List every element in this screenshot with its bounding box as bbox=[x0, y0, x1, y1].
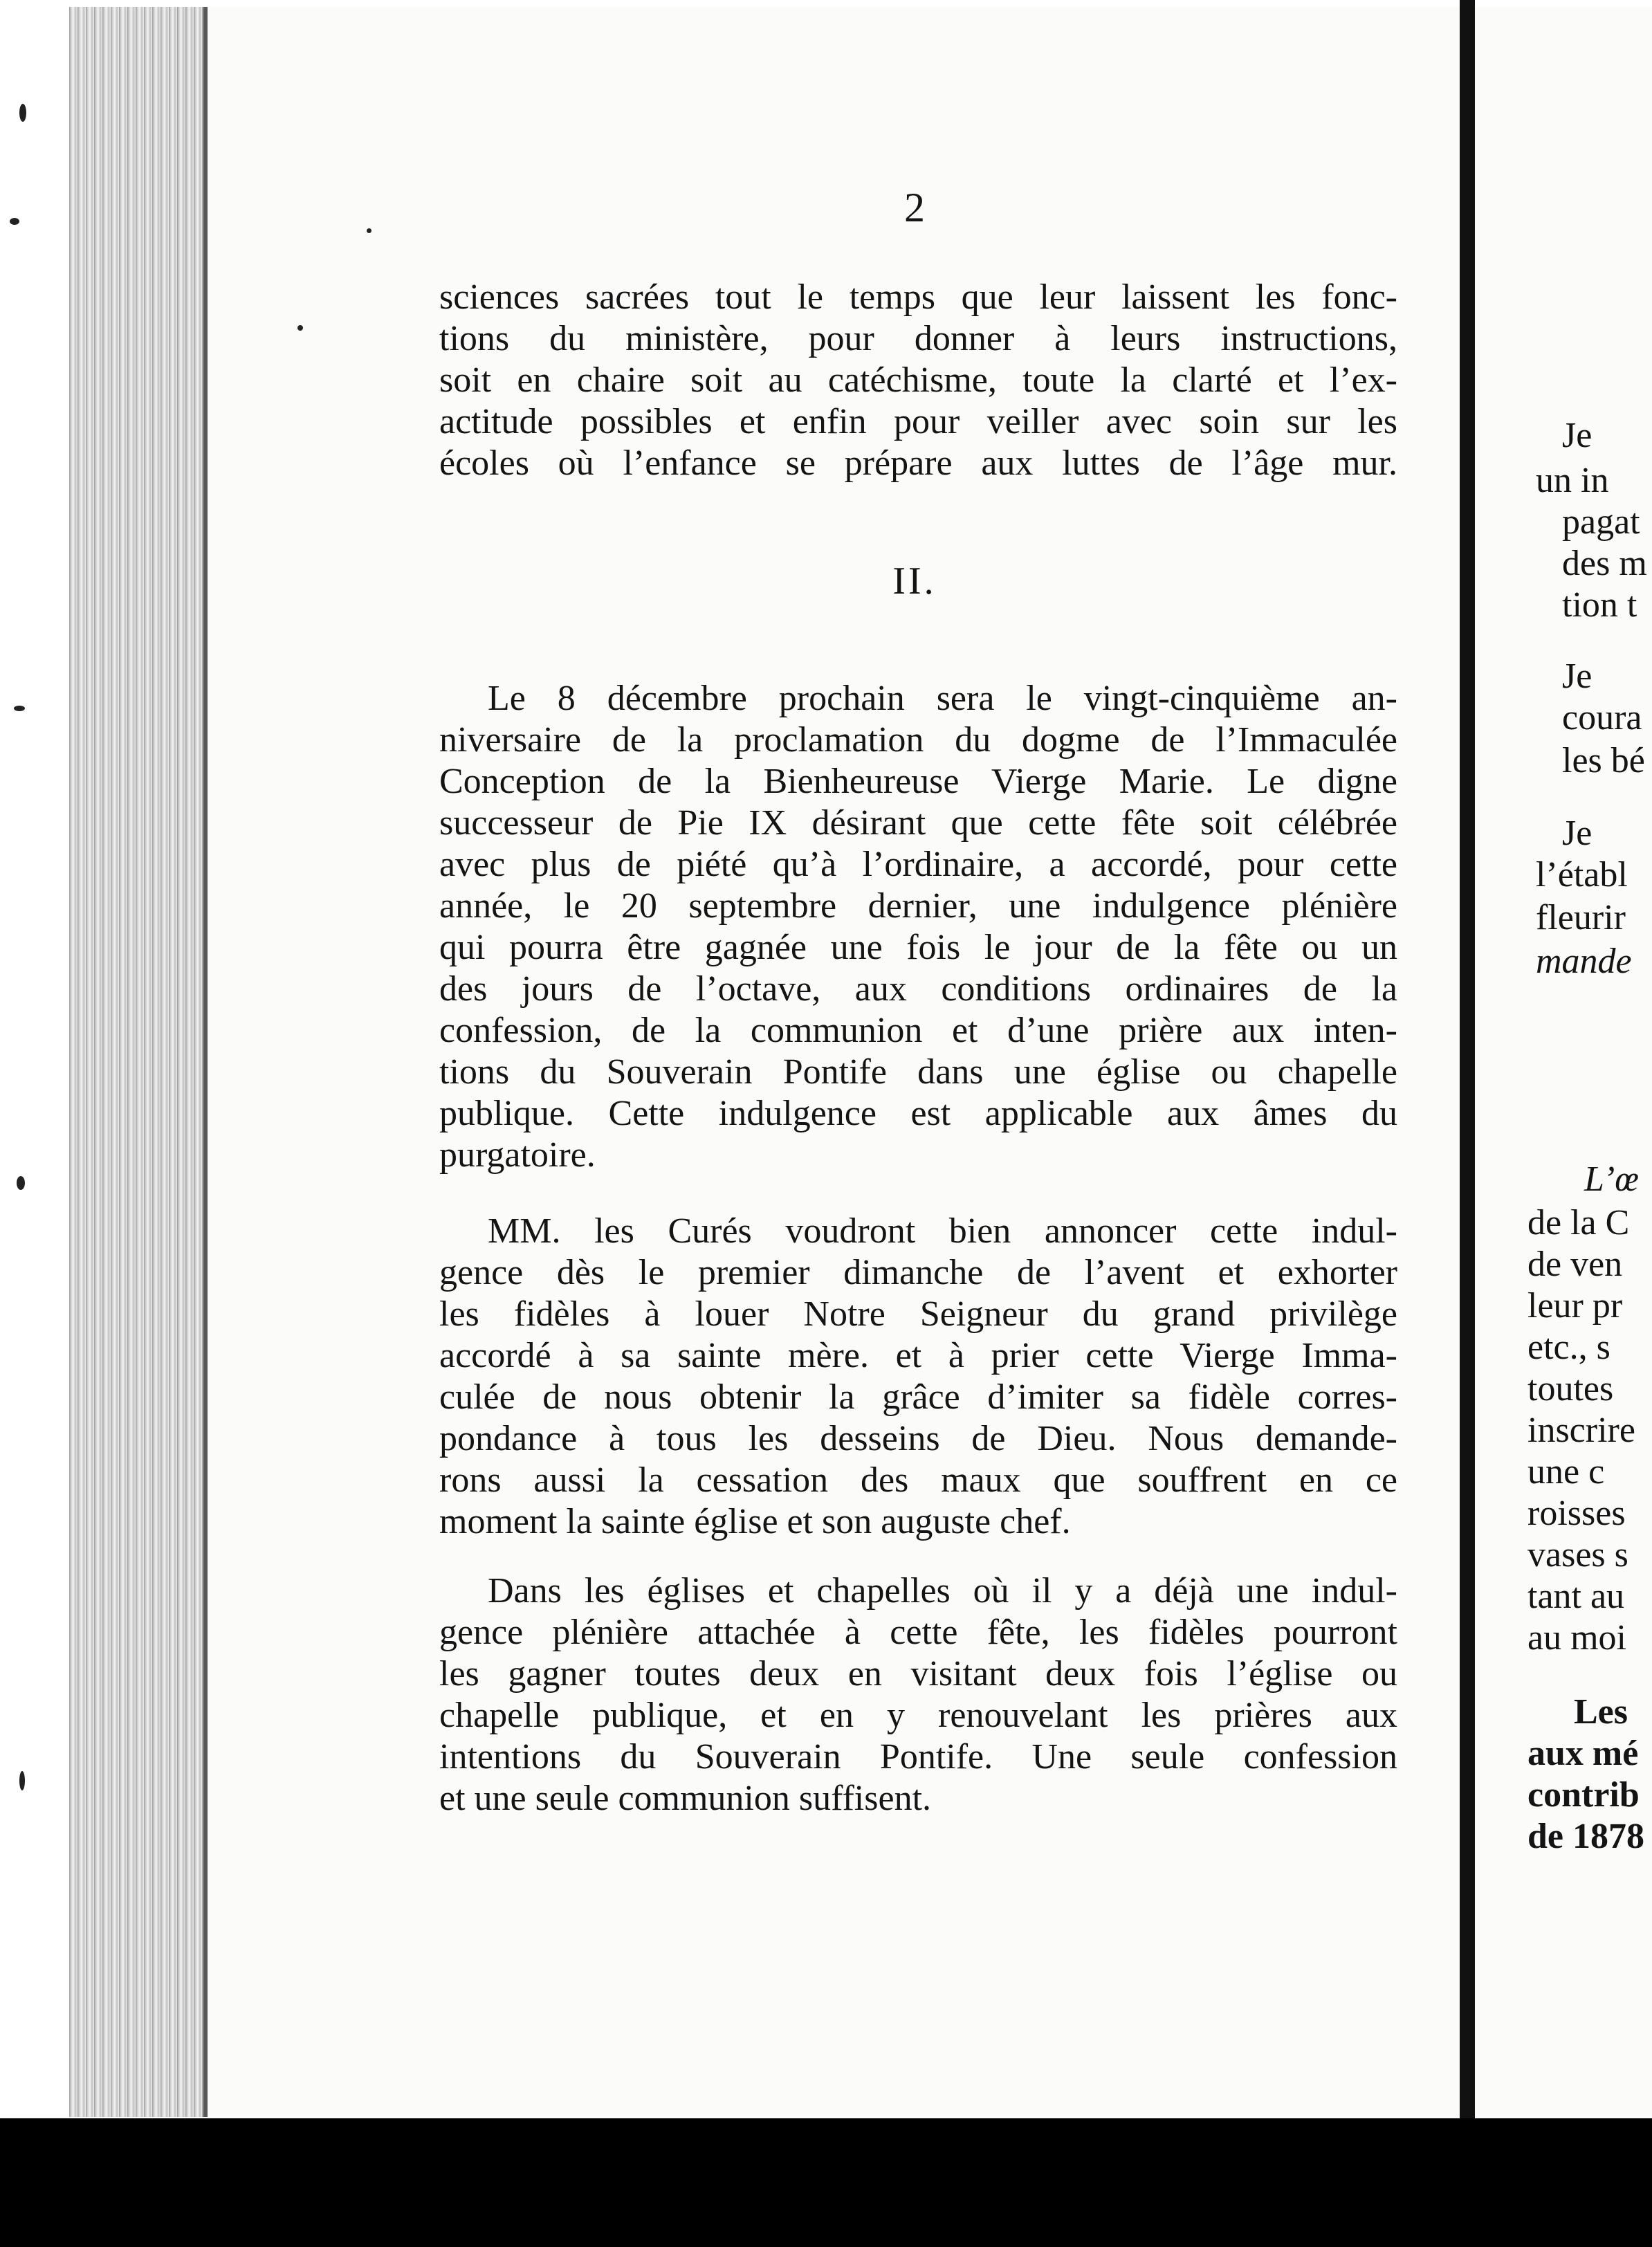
facing-text-line: etc., s bbox=[1527, 1328, 1610, 1367]
text-line: accordé à sa sainte mère. et à prier cette Vierge Imma- bbox=[439, 1336, 1397, 1375]
scan-speck bbox=[19, 104, 26, 122]
text-line: chapelle publique, et en y renouvelant les prières aux bbox=[439, 1696, 1397, 1735]
page-number: 2 bbox=[904, 185, 925, 230]
text-line: gence dès le premier dimanche de l’avent et exhorter bbox=[439, 1253, 1397, 1292]
facing-text-line: une c bbox=[1527, 1452, 1605, 1492]
facing-text-line: de la C bbox=[1527, 1203, 1630, 1242]
facing-text-line: tion t bbox=[1562, 585, 1637, 625]
facing-text-line: coura bbox=[1562, 698, 1642, 737]
facing-text-line: fleurir bbox=[1536, 898, 1626, 937]
text-line: et une seule communion suffisent. bbox=[439, 1779, 932, 1818]
text-line: actitude possibles et enfin pour veiller avec soin sur les bbox=[439, 402, 1397, 441]
text-line: gence plénière attachée à cette fête, les fidèles pourront bbox=[439, 1613, 1397, 1652]
text-line: niversaire de la proclamation du dogme de l’Immaculée bbox=[439, 720, 1397, 760]
text-line: intentions du Souverain Pontife. Une seule confession bbox=[439, 1737, 1397, 1777]
facing-text-line: Je bbox=[1562, 416, 1593, 455]
book-page-edges bbox=[69, 7, 208, 2117]
facing-text-line: Je bbox=[1562, 814, 1593, 853]
scan-speck bbox=[19, 1771, 25, 1790]
text-line: soit en chaire soit au catéchisme, toute la clarté et l’ex- bbox=[439, 360, 1397, 400]
paragraph-immaculate-conception bbox=[439, 678, 1397, 1176]
text-line: purgatoire. bbox=[439, 1135, 596, 1175]
facing-text-line: Les bbox=[1574, 1692, 1628, 1732]
text-line: MM. les Curés voudront bien annoncer cette indul- bbox=[488, 1211, 1397, 1251]
text-line: moment la sainte église et son auguste chef. bbox=[439, 1502, 1071, 1541]
text-line: écoles où l’enfance se prépare aux luttes de l’âge mur. bbox=[439, 443, 1397, 483]
facing-text-line: de ven bbox=[1527, 1245, 1623, 1284]
text-line: Le 8 décembre prochain sera le vingt-cinquième an- bbox=[488, 679, 1397, 718]
text-line: les fidèles à louer Notre Seigneur du grand privilège bbox=[439, 1294, 1397, 1334]
scan-speck bbox=[17, 1176, 25, 1190]
facing-text-line: L’œ bbox=[1584, 1159, 1639, 1199]
scan-bottom-band bbox=[0, 2118, 1652, 2247]
text-line: des jours de l’octave, aux conditions ordinaires de la bbox=[439, 969, 1397, 1009]
scan-speck bbox=[14, 706, 25, 711]
book-gutter bbox=[1460, 0, 1475, 2247]
facing-text-line: au moi bbox=[1527, 1618, 1626, 1658]
text-line: qui pourra être gagnée une fois le jour de la fête ou un bbox=[439, 928, 1397, 967]
section-heading: II. bbox=[892, 560, 937, 603]
text-line: pondance à tous les desseins de Dieu. Nous demande- bbox=[439, 1419, 1397, 1458]
text-line: Conception de la Bienheureuse Vierge Marie. Le digne bbox=[439, 762, 1397, 801]
text-line: tions du ministère, pour donner à leurs instructions, bbox=[439, 319, 1397, 358]
paragraph-churches-chapels bbox=[439, 1570, 1397, 1819]
facing-page bbox=[1475, 7, 1652, 2117]
text-line: successeur de Pie IX désirant que cette fête soit célébrée bbox=[439, 803, 1397, 843]
facing-text-line: inscrire bbox=[1527, 1411, 1635, 1450]
facing-text-line: toutes bbox=[1527, 1369, 1614, 1409]
text-line: Dans les églises et chapelles où il y a déjà une indul- bbox=[488, 1571, 1397, 1611]
text-line: rons aussi la cessation des maux que souffrent en ce bbox=[439, 1460, 1397, 1500]
text-line: publique. Cette indulgence est applicable aux âmes du bbox=[439, 1094, 1397, 1133]
facing-text-line: leur pr bbox=[1527, 1286, 1623, 1326]
scan-speck bbox=[367, 228, 371, 233]
facing-text-line: pagat bbox=[1562, 502, 1640, 542]
text-line: sciences sacrées tout le temps que leur laissent les fonc- bbox=[439, 277, 1397, 317]
scan-speck bbox=[297, 325, 303, 331]
text-line: année, le 20 septembre dernier, une indulgence plénière bbox=[439, 886, 1397, 926]
facing-text-line: roisses bbox=[1527, 1494, 1626, 1533]
text-line: les gagner toutes deux en visitant deux fois l’église ou bbox=[439, 1654, 1397, 1694]
facing-text-line: de 1878 bbox=[1527, 1817, 1644, 1856]
facing-text-line: les bé bbox=[1562, 741, 1645, 780]
text-line: avec plus de piété qu’à l’ordinaire, a accordé, pour cette bbox=[439, 845, 1397, 884]
facing-text-line: aux mé bbox=[1527, 1734, 1639, 1773]
facing-text-line: vases s bbox=[1527, 1535, 1628, 1575]
facing-text-line: l’établ bbox=[1536, 855, 1628, 895]
text-line: tions du Souverain Pontife dans une église ou chapelle bbox=[439, 1052, 1397, 1092]
text-line: culée de nous obtenir la grâce d’imiter sa fidèle corres- bbox=[439, 1377, 1397, 1417]
facing-text-line: des m bbox=[1562, 544, 1647, 583]
facing-text-line: Je bbox=[1562, 657, 1593, 696]
paragraph-continuation bbox=[439, 277, 1397, 484]
facing-text-line: un in bbox=[1536, 461, 1609, 500]
facing-text-line: tant au bbox=[1527, 1577, 1625, 1616]
facing-text-line: mande bbox=[1536, 942, 1632, 981]
scan-speck bbox=[10, 218, 19, 225]
text-line: confession, de la communion et d’une prière aux inten- bbox=[439, 1011, 1397, 1050]
facing-text-line: contrib bbox=[1527, 1775, 1640, 1815]
paragraph-cures-announcement bbox=[439, 1211, 1397, 1543]
